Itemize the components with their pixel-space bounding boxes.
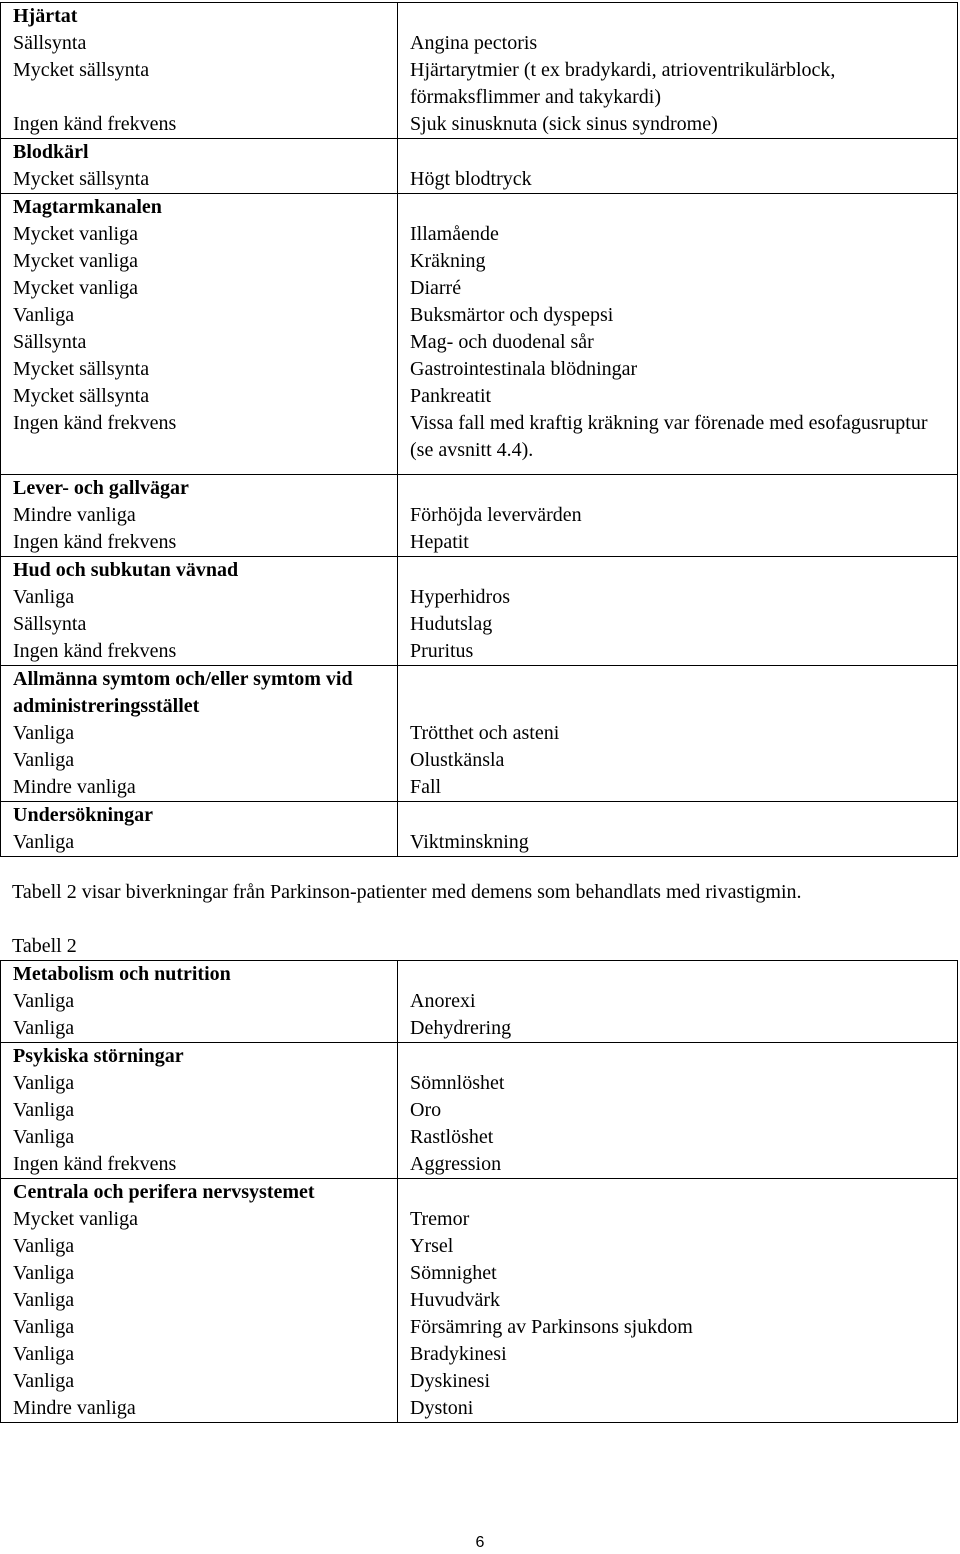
effect-label: Hepatit (410, 531, 469, 553)
effect-label: Bradykinesi (410, 1343, 507, 1365)
organ-class-heading: Psykiska störningar (13, 1045, 184, 1067)
page-number: 6 (475, 1534, 485, 1551)
frequency-label: Mycket vanliga (13, 277, 138, 299)
effect-label: Olustkänsla (410, 749, 505, 771)
effect-label: Sömnighet (410, 1262, 497, 1284)
effects-cell (398, 557, 957, 665)
organ-class-heading: Magtarmkanalen (13, 196, 162, 218)
table-row (1, 802, 958, 857)
effect-label (410, 961, 953, 988)
frequency-label: Ingen känd frekvens (13, 412, 177, 434)
frequency-cell (1, 1179, 397, 1422)
table-row (1, 3, 958, 139)
effect-label: Sjuk sinusknuta (sick sinus syndrome) (410, 113, 718, 135)
frequency-label: Mycket sällsynta (13, 59, 150, 81)
effect-label: Huvudvärk (410, 1289, 500, 1311)
organ-class-heading: Metabolism och nutrition (13, 963, 231, 985)
frequency-label: Mycket vanliga (13, 223, 138, 245)
effect-label: Fall (410, 776, 442, 798)
frequency-cell (1, 1043, 397, 1178)
table-row (1, 475, 958, 557)
frequency-label: Mindre vanliga (13, 504, 136, 526)
effects-cell (398, 802, 957, 856)
frequency-cell (1, 557, 397, 665)
table-row (1, 1043, 958, 1179)
organ-class-heading: Allmänna symtom och/eller symtom vid administreringsstället (13, 668, 353, 717)
effect-label: Illamående (410, 223, 499, 245)
frequency-label: Mycket sällsynta (13, 385, 150, 407)
frequency-label (13, 84, 393, 111)
effect-label: Oro (410, 1099, 442, 1121)
effect-label: Förhöjda levervärden (410, 504, 582, 526)
frequency-cell (1, 961, 397, 1042)
effect-label: Diarré (410, 277, 462, 299)
frequency-cell (1, 3, 397, 138)
effect-label: Hyperhidros (410, 586, 510, 608)
frequency-label: Mycket vanliga (13, 250, 138, 272)
frequency-label: Mycket sällsynta (13, 168, 150, 190)
effect-label (410, 666, 953, 693)
effect-label: Dehydrering (410, 1017, 512, 1039)
effects-cell (398, 1043, 957, 1178)
effect-label: Anorexi (410, 990, 476, 1012)
effect-label: Viktminskning (410, 831, 529, 853)
frequency-label: Vanliga (13, 749, 75, 771)
adverse-effects-table-2 (0, 960, 958, 1423)
organ-class-heading: Hjärtat (13, 5, 78, 27)
effect-label: Tremor (410, 1208, 470, 1230)
frequency-label: Sällsynta (13, 32, 87, 54)
frequency-label: Vanliga (13, 1370, 75, 1392)
frequency-label: Ingen känd frekvens (13, 640, 177, 662)
frequency-label: Sällsynta (13, 331, 87, 353)
frequency-label: Mycket vanliga (13, 1208, 138, 1230)
effect-label: Angina pectoris (410, 32, 538, 54)
organ-class-heading: Hud och subkutan vävnad (13, 559, 239, 581)
frequency-label: Mindre vanliga (13, 776, 136, 798)
effects-cell (398, 139, 957, 193)
frequency-label: Mindre vanliga (13, 1397, 136, 1419)
effect-label (410, 557, 953, 584)
frequency-label: Ingen känd frekvens (13, 113, 177, 135)
effect-label (410, 802, 953, 829)
frequency-cell (1, 139, 397, 193)
effect-label: Aggression (410, 1153, 502, 1175)
frequency-label: Vanliga (13, 1126, 75, 1148)
frequency-label: Vanliga (13, 1262, 75, 1284)
effect-label (410, 139, 953, 166)
table2-intro-paragraph: Tabell 2 visar biverkningar från Parkinson-patienter med demens som behandlats med rivastigmin. (12, 881, 802, 903)
effect-label (410, 3, 953, 30)
effect-label: Dyskinesi (410, 1370, 490, 1392)
effect-label: Gastrointestinala blödningar (410, 358, 638, 380)
table-row (1, 139, 958, 194)
effect-label: Trötthet och asteni (410, 722, 560, 744)
organ-class-heading: Lever- och gallvägar (13, 477, 189, 499)
table-row (1, 557, 958, 666)
frequency-label: Mycket sällsynta (13, 358, 150, 380)
effects-cell (398, 961, 957, 1042)
effect-label: Sömnlöshet (410, 1072, 505, 1094)
effect-label: Hudutslag (410, 613, 493, 635)
table2-caption: Tabell 2 (12, 935, 77, 957)
effect-label (410, 475, 953, 502)
effect-label: Yrsel (410, 1235, 454, 1257)
effects-cell (398, 194, 957, 474)
effect-label: Mag- och duodenal sår (410, 331, 594, 353)
effects-cell (398, 1179, 957, 1422)
frequency-label: Vanliga (13, 586, 75, 608)
effect-label: Vissa fall med kraftig kräkning var förenade med esofagusruptur (se avsnitt 4.4). (410, 412, 928, 461)
frequency-label: Vanliga (13, 1343, 75, 1365)
organ-class-heading: Centrala och perifera nervsystemet (13, 1181, 315, 1203)
adverse-effects-table-1 (0, 2, 958, 857)
effect-label: Dystoni (410, 1397, 474, 1419)
table-row (1, 666, 958, 802)
frequency-cell (1, 194, 397, 437)
frequency-label: Vanliga (13, 990, 75, 1012)
frequency-label: Vanliga (13, 831, 75, 853)
effect-label: Buksmärtor och dyspepsi (410, 304, 614, 326)
effect-label (410, 194, 953, 221)
organ-class-heading: Undersökningar (13, 804, 154, 826)
frequency-label: Vanliga (13, 1235, 75, 1257)
frequency-cell (1, 802, 397, 856)
table-row (1, 1179, 958, 1423)
frequency-cell (1, 475, 397, 556)
effect-label (410, 693, 953, 720)
table-row (1, 961, 958, 1043)
frequency-label: Ingen känd frekvens (13, 531, 177, 553)
effect-label: Försämring av Parkinsons sjukdom (410, 1316, 693, 1338)
effects-cell (398, 666, 957, 801)
frequency-label: Vanliga (13, 304, 75, 326)
table-row (1, 194, 958, 475)
effect-label: Pankreatit (410, 385, 492, 407)
frequency-label: Vanliga (13, 1017, 75, 1039)
frequency-label: Sällsynta (13, 613, 87, 635)
effect-label: Hjärtarytmier (t ex bradykardi, atrioventrikulärblock, förmaksflimmer and takykardi) (410, 59, 836, 108)
frequency-label: Vanliga (13, 1289, 75, 1311)
frequency-cell (1, 666, 397, 801)
frequency-label: Vanliga (13, 1099, 75, 1121)
effect-label (410, 1043, 953, 1070)
frequency-label: Vanliga (13, 1072, 75, 1094)
frequency-label: Vanliga (13, 722, 75, 744)
effect-label: Rastlöshet (410, 1126, 494, 1148)
frequency-label: Ingen känd frekvens (13, 1153, 177, 1175)
frequency-label: Vanliga (13, 1316, 75, 1338)
effect-label: Kräkning (410, 250, 486, 272)
effect-label: Pruritus (410, 640, 474, 662)
effect-label (410, 1179, 953, 1206)
organ-class-heading: Blodkärl (13, 141, 89, 163)
effects-cell (398, 475, 957, 556)
effect-label: Högt blodtryck (410, 168, 532, 190)
effects-cell (398, 3, 957, 138)
